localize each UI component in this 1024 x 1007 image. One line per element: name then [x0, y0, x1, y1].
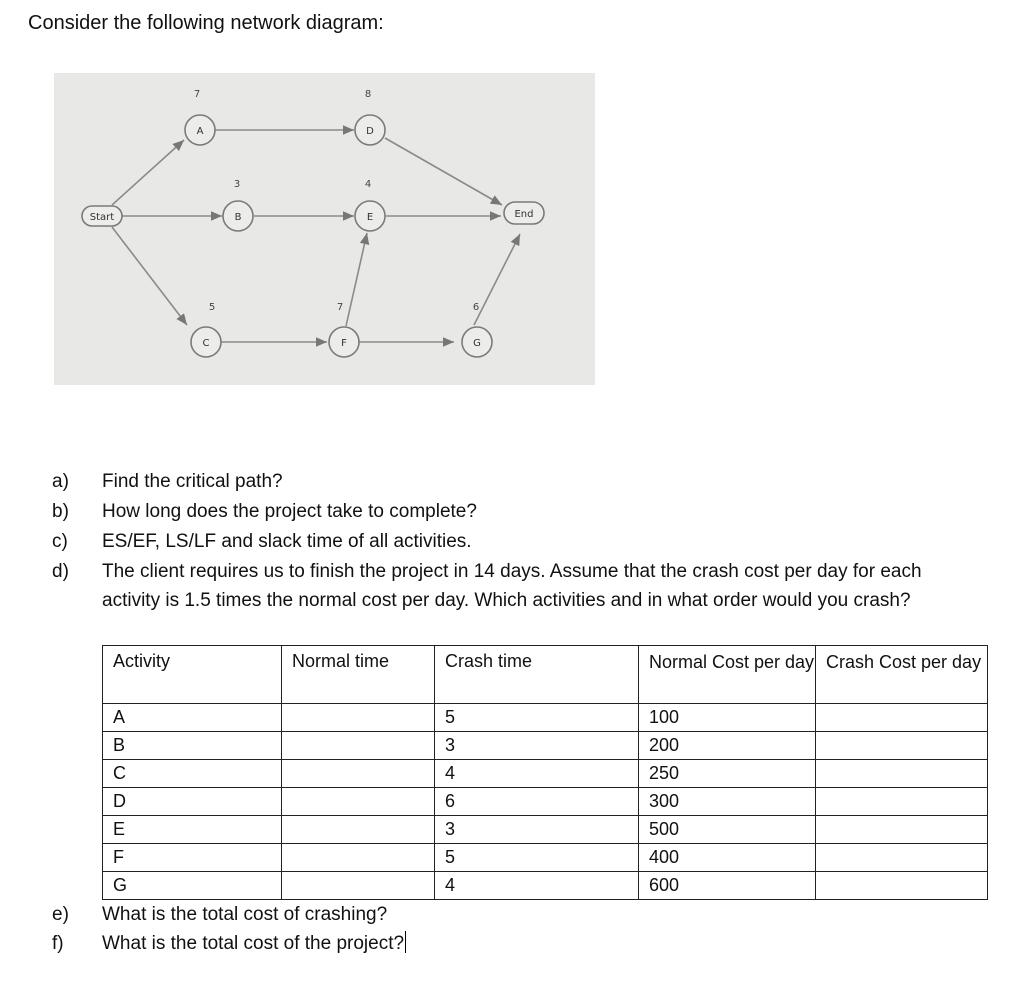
table-row	[103, 872, 988, 900]
cell-normal-cost: 300	[639, 788, 816, 816]
question-c-text: ES/EF, LS/LF and slack time of all activities.	[102, 531, 472, 552]
cell-crash-cost	[816, 872, 988, 900]
cell-normal-time	[282, 760, 435, 788]
cell-normal-time	[282, 816, 435, 844]
question-f-marker: f)	[52, 933, 64, 954]
node-end-label: End	[514, 209, 534, 220]
cell-crash-cost	[816, 760, 988, 788]
cell-crash-cost	[816, 788, 988, 816]
edge-start-a	[112, 140, 184, 205]
cell-activity: C	[103, 760, 282, 788]
crash-cost-table	[102, 645, 988, 900]
node-f-label: F	[341, 338, 347, 349]
table-row	[103, 704, 988, 732]
cell-normal-cost: 250	[639, 760, 816, 788]
table-header-row	[103, 646, 988, 704]
cell-normal-cost: 600	[639, 872, 816, 900]
cell-crash-cost	[816, 844, 988, 872]
cell-crash-cost	[816, 704, 988, 732]
cell-crash-time: 6	[435, 788, 639, 816]
cell-crash-time: 3	[435, 732, 639, 760]
header-crash-cost: Crash Cost per day	[816, 646, 988, 704]
header-crash-time: Crash time	[435, 646, 639, 704]
node-c-label: C	[202, 338, 210, 349]
cell-crash-cost	[816, 816, 988, 844]
duration-f: 7	[336, 302, 344, 313]
header-activity: Activity	[103, 646, 282, 704]
cell-crash-time: 5	[435, 844, 639, 872]
text-cursor	[405, 931, 406, 953]
cell-crash-time: 5	[435, 704, 639, 732]
cell-activity: G	[103, 872, 282, 900]
cell-activity: D	[103, 788, 282, 816]
header-normal-time: Normal time	[282, 646, 435, 704]
intro-text: Consider the following network diagram:	[28, 12, 384, 34]
network-diagram	[54, 73, 595, 385]
question-e-marker: e)	[52, 904, 69, 925]
question-f-text: What is the total cost of the project?	[102, 933, 405, 954]
cell-normal-time	[282, 872, 435, 900]
edge-f-e	[346, 233, 367, 326]
table-row	[103, 816, 988, 844]
question-a-text: Find the critical path?	[102, 471, 283, 492]
edge-d-end	[385, 138, 502, 205]
node-b-label: B	[234, 212, 242, 223]
cell-normal-time	[282, 788, 435, 816]
cell-normal-cost: 400	[639, 844, 816, 872]
question-c-marker: c)	[52, 531, 68, 552]
cell-normal-cost: 500	[639, 816, 816, 844]
cell-normal-time	[282, 732, 435, 760]
question-b-text: How long does the project take to complete?	[102, 501, 477, 522]
duration-a: 7	[193, 89, 201, 100]
node-start-label: Start	[89, 212, 115, 223]
cell-normal-cost: 200	[639, 732, 816, 760]
cell-activity: E	[103, 816, 282, 844]
duration-e: 4	[364, 179, 372, 190]
question-a-marker: a)	[52, 471, 69, 492]
cell-normal-time	[282, 704, 435, 732]
question-d-marker: d)	[52, 561, 69, 582]
cell-crash-cost	[816, 732, 988, 760]
table-row	[103, 732, 988, 760]
edge-g-end	[474, 234, 520, 325]
question-e-text: What is the total cost of crashing?	[102, 904, 388, 925]
cell-activity: F	[103, 844, 282, 872]
table-row	[103, 788, 988, 816]
node-a-label: A	[196, 126, 204, 137]
cell-crash-time: 4	[435, 872, 639, 900]
network-diagram-svg	[54, 73, 595, 385]
duration-c: 5	[208, 302, 216, 313]
cell-normal-time	[282, 844, 435, 872]
cell-activity: A	[103, 704, 282, 732]
cell-normal-cost: 100	[639, 704, 816, 732]
duration-b: 3	[233, 179, 241, 190]
header-normal-cost: Normal Cost per day	[639, 646, 816, 704]
duration-d: 8	[364, 89, 372, 100]
node-e-label: E	[366, 212, 374, 223]
question-d-text: The client requires us to finish the project in 14 days. Assume that the crash cost per day for each activity is 1.5 times the normal cost per day. Which activities and in what order would you crash?	[102, 561, 922, 611]
table-row	[103, 844, 988, 872]
cell-crash-time: 4	[435, 760, 639, 788]
cell-activity: B	[103, 732, 282, 760]
node-g-label: G	[473, 338, 481, 349]
question-b-marker: b)	[52, 501, 69, 522]
duration-g: 6	[472, 302, 480, 313]
cell-crash-time: 3	[435, 816, 639, 844]
table-row	[103, 760, 988, 788]
edge-start-c	[112, 227, 187, 325]
node-d-label: D	[366, 126, 374, 137]
